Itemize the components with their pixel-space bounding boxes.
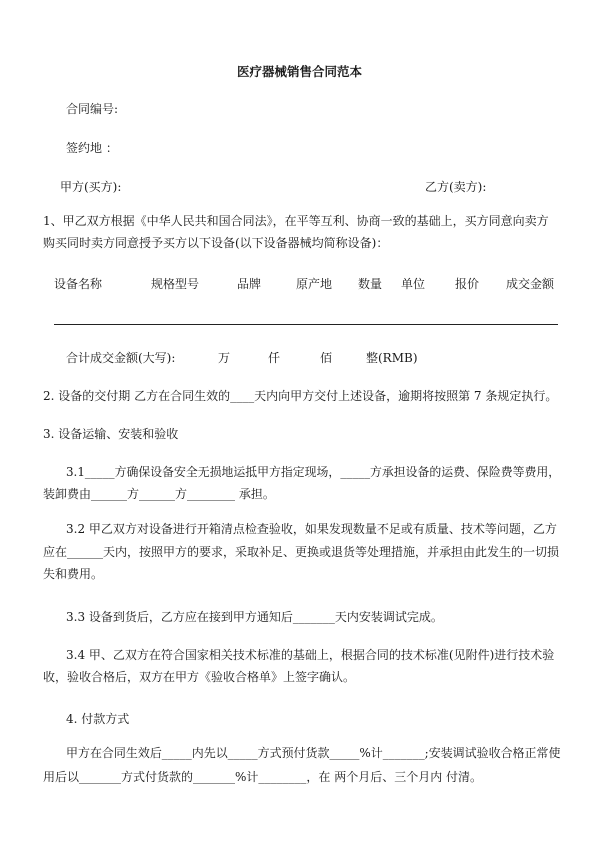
header-origin: 原产地 — [296, 277, 333, 291]
total-bai: 佰 — [320, 351, 333, 365]
total-wan: 万 — [218, 351, 231, 365]
total-zheng: 整(RMB) — [366, 351, 418, 365]
table-rule — [54, 324, 558, 325]
clause-3-1-line-1: 3.1_____方确保设备安全无损地运抵甲方指定现场，_____方承担设备的运费、保险费等费用， — [66, 465, 561, 479]
clause-3-2-line-2: 应在______天内，按照甲方的要求，采取补足、更换或退货等处理措施，并承担由此发生的一切损 — [43, 545, 560, 559]
document-title: 医疗器械销售合同范本 — [237, 64, 363, 79]
clause-1-line-1: 1、甲乙双方根据《中华人民共和国合同法》，在平等互利、协商一致的基础上，买方同意向卖方 — [43, 214, 549, 228]
party-a-label: 甲方(买方): — [60, 180, 122, 194]
party-b-label: 乙方(卖方): — [425, 180, 487, 194]
clause-3-3: 3.3 设备到货后，乙方应在接到甲方通知后_______天内安装调试完成。 — [66, 610, 443, 624]
signing-place-label: 签约地 ： — [66, 141, 118, 155]
clause-2: 2. 设备的交付期 乙方在合同生效的____天内向甲方交付上述设备，逾期将按照第 7 条规定执行。 — [43, 389, 558, 403]
clause-4-line-1: 甲方在合同生效后_____内先以_____方式预付货款_____%计_______;安装调试验收合格正常使 — [66, 746, 561, 760]
contract-number-label: 合同编号: — [66, 102, 119, 116]
header-device-name: 设备名称 — [54, 277, 103, 291]
header-price: 报价 — [455, 277, 480, 291]
clause-3-title: 3. 设备运输、安装和验收 — [43, 427, 179, 441]
header-amount: 成交金额 — [506, 277, 555, 291]
header-quantity: 数量 — [358, 277, 383, 291]
clause-3-4-line-1: 3.4 甲、乙双方在符合国家相关技术标准的基础上，根据合同的技术标准(见附件)进行技术验 — [66, 648, 555, 662]
header-unit: 单位 — [401, 277, 426, 291]
clause-3-2-line-1: 3.2 甲乙双方对设备进行开箱清点检查验收，如果发现数量不足或有质量、技术等问题，乙方 — [66, 522, 557, 536]
clause-3-4-line-2: 收，验收合格后，双方在甲方《验收合格单》上签字确认。 — [43, 670, 356, 684]
header-brand: 品牌 — [237, 277, 262, 291]
clause-4-line-2: 用后以_______方式付货款的_______%计________，在 两个月后、三个月内 付清。 — [43, 770, 483, 784]
header-spec-model: 规格型号 — [151, 277, 200, 291]
clause-3-2-line-3: 失和费用。 — [43, 567, 104, 581]
clause-4-title: 4. 付款方式 — [66, 712, 130, 726]
clause-3-1-line-2: 装卸费由______方______方________ 承担。 — [43, 487, 275, 501]
total-amount-label: 合计成交金额(大写): — [66, 351, 176, 365]
total-qian: 仟 — [268, 351, 281, 365]
clause-1-line-2: 购买同时卖方同意授予买方以下设备(以下设备器械均简称设备)： — [43, 236, 389, 250]
